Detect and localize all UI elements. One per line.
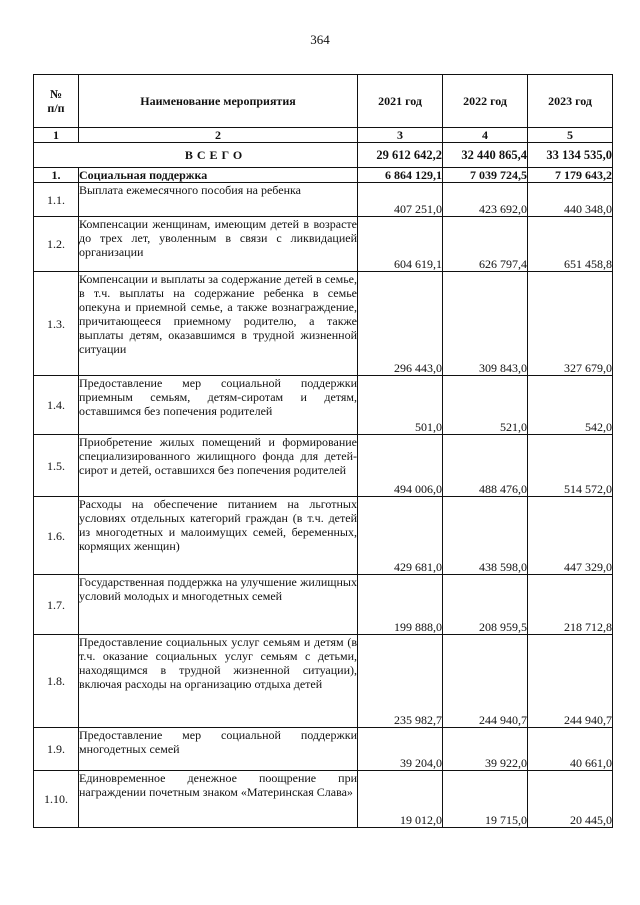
section-row <box>34 168 613 183</box>
row-2021: 296 443,0 <box>358 272 443 376</box>
row-2023: 218 712,8 <box>528 575 613 635</box>
table-row <box>34 575 613 635</box>
row-no: 1.3. <box>34 272 79 376</box>
row-name: Предоставление мер социальной поддержки приемным семьям, детям-сиротам и детям, оставшимся без попечения родителей <box>79 376 358 435</box>
row-name: Государственная поддержка на улучшение жилищных условий молодых и многодетных семей <box>79 575 358 635</box>
column-index-row <box>34 128 613 143</box>
row-2023: 20 445,0 <box>528 771 613 828</box>
row-name: Компенсации и выплаты за содержание детей в семье, в т.ч. выплаты на содержание ребенка в семье опекуна и приемной семье, а также вознаграждение, причитающееся приемному родителю, а также выплаты детям, оказавшимся в трудной жизненной ситуации <box>79 272 358 376</box>
header-no: № п/п <box>34 75 79 128</box>
row-2023: 327 679,0 <box>528 272 613 376</box>
row-name: Единовременное денежное поощрение при награждении почетным знаком «Материнская Слава» <box>79 771 358 828</box>
row-2021: 39 204,0 <box>358 728 443 771</box>
index-cell: 2 <box>79 128 358 143</box>
row-2022: 208 959,5 <box>443 575 528 635</box>
table-row <box>34 217 613 272</box>
table-row <box>34 435 613 497</box>
index-cell: 1 <box>34 128 79 143</box>
row-2021: 407 251,0 <box>358 183 443 217</box>
index-cell: 5 <box>528 128 613 143</box>
row-no: 1.10. <box>34 771 79 828</box>
row-2021: 501,0 <box>358 376 443 435</box>
row-2022: 244 940,7 <box>443 635 528 728</box>
row-2023: 514 572,0 <box>528 435 613 497</box>
index-cell: 3 <box>358 128 443 143</box>
row-name: Предоставление мер социальной поддержки многодетных семей <box>79 728 358 771</box>
row-no: 1.9. <box>34 728 79 771</box>
row-2023: 40 661,0 <box>528 728 613 771</box>
total-2021: 29 612 642,2 <box>358 143 443 168</box>
budget-table <box>33 74 613 828</box>
page-number: 364 <box>310 32 330 47</box>
row-2022: 19 715,0 <box>443 771 528 828</box>
table-row <box>34 771 613 828</box>
row-no: 1.7. <box>34 575 79 635</box>
row-2021: 199 888,0 <box>358 575 443 635</box>
header-name: Наименование мероприятия <box>79 75 358 128</box>
row-name: Выплата ежемесячного пособия на ребенка <box>79 183 358 217</box>
row-2021: 19 012,0 <box>358 771 443 828</box>
row-2022: 309 843,0 <box>443 272 528 376</box>
row-name: Компенсации женщинам, имеющим детей в возрасте до трех лет, уволенным в связи с ликвидацией организации <box>79 217 358 272</box>
row-no: 1.8. <box>34 635 79 728</box>
total-row <box>34 143 613 168</box>
header-2023: 2023 год <box>528 75 613 128</box>
table-row <box>34 635 613 728</box>
row-2022: 488 476,0 <box>443 435 528 497</box>
table-row <box>34 728 613 771</box>
row-2023: 651 458,8 <box>528 217 613 272</box>
row-2021: 494 006,0 <box>358 435 443 497</box>
row-no: 1.1. <box>34 183 79 217</box>
row-2021: 235 982,7 <box>358 635 443 728</box>
row-name: Расходы на обеспечение питанием на льготных условиях отдельных категорий граждан (в т.ч. детей из многодетных и малоимущих семей, беременных, кормящих женщин) <box>79 497 358 575</box>
section-2021: 6 864 129,1 <box>358 168 443 183</box>
row-2022: 438 598,0 <box>443 497 528 575</box>
row-no: 1.4. <box>34 376 79 435</box>
table-row <box>34 183 613 217</box>
row-2023: 244 940,7 <box>528 635 613 728</box>
row-2022: 39 922,0 <box>443 728 528 771</box>
table-row <box>34 272 613 376</box>
row-2023: 447 329,0 <box>528 497 613 575</box>
row-2022: 521,0 <box>443 376 528 435</box>
header-2022: 2022 год <box>443 75 528 128</box>
row-name: Приобретение жилых помещений и формирование специализированного жилищного фонда для детей-сирот и детей, оставшихся без попечения родителей <box>79 435 358 497</box>
row-2022: 423 692,0 <box>443 183 528 217</box>
table-row <box>34 376 613 435</box>
section-name: Социальная поддержка <box>79 168 358 183</box>
index-cell: 4 <box>443 128 528 143</box>
total-2022: 32 440 865,4 <box>443 143 528 168</box>
row-no: 1.2. <box>34 217 79 272</box>
row-name: Предоставление социальных услуг семьям и детям (в т.ч. оказание социальных услуг семьям с детьми, находящимся в трудной жизненной ситуации), включая расходы на организацию отдыха детей <box>79 635 358 728</box>
row-2021: 429 681,0 <box>358 497 443 575</box>
row-2022: 626 797,4 <box>443 217 528 272</box>
row-no: 1.6. <box>34 497 79 575</box>
row-no: 1.5. <box>34 435 79 497</box>
section-2023: 7 179 643,2 <box>528 168 613 183</box>
table-row <box>34 497 613 575</box>
header-2021: 2021 год <box>358 75 443 128</box>
header-row <box>34 75 613 128</box>
total-label: ВСЕГО <box>34 143 358 168</box>
section-no: 1. <box>34 168 79 183</box>
total-2023: 33 134 535,0 <box>528 143 613 168</box>
row-2021: 604 619,1 <box>358 217 443 272</box>
row-2023: 542,0 <box>528 376 613 435</box>
section-2022: 7 039 724,5 <box>443 168 528 183</box>
row-2023: 440 348,0 <box>528 183 613 217</box>
